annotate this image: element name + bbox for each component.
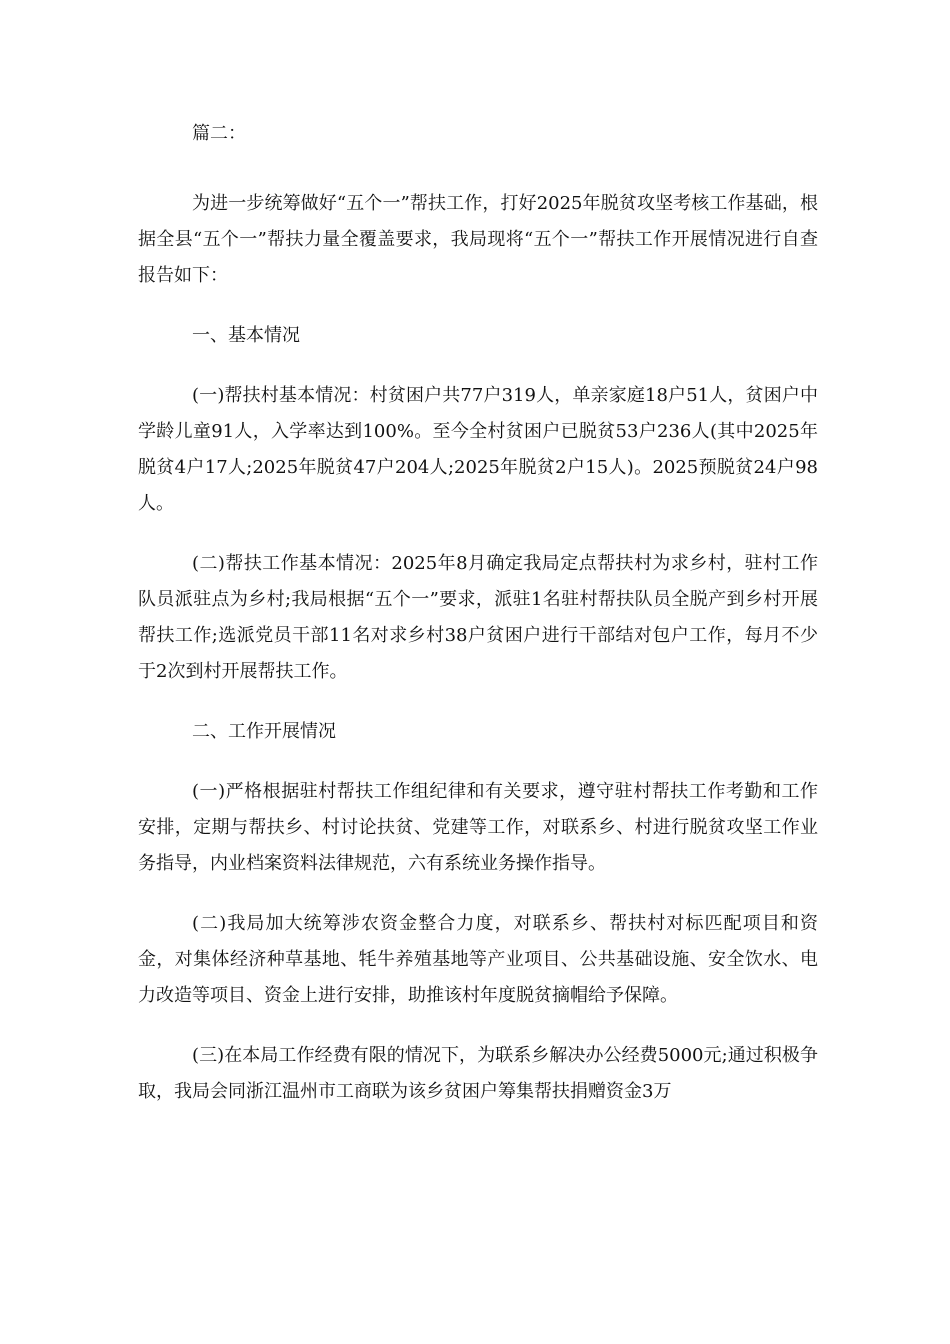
- paragraph-discipline: (一)严格根据驻村帮扶工作组纪律和有关要求，遵守驻村帮扶工作考勤和工作安排，定期与帮扶乡、村讨论扶贫、党建等工作，对联系乡、村进行脱贫攻坚工作业务指导，内业档案资料法律规范，六有系统业务操作指导。: [138, 781, 818, 874]
- paragraph-funding: (二)我局加大统筹涉农资金整合力度，对联系乡、帮扶村对标匹配项目和资金，对集体经济种草基地、牦牛养殖基地等产业项目、公共基础设施、安全饮水、电力改造等项目、资金上进行安排，助推该村年度脱贫摘帽给予保障。: [138, 913, 818, 1006]
- section-label: 篇二：: [192, 123, 246, 144]
- section-heading-basic: 一、基本情况: [192, 325, 300, 346]
- document-body: [138, 116, 818, 1134]
- paragraph-village-info: (一)帮扶村基本情况：村贫困户共77户319人，单亲家庭18户51人，贫困户中学龄儿童91人，入学率达到100%。至今全村贫困户已脱贫53户236人(其中2025年脱贫4户17人;2025年脱贫47户204人;2025年脱贫2户15人)。2025预脱贫24户98人。: [138, 385, 818, 514]
- section-heading-work: 二、工作开展情况: [192, 721, 336, 742]
- paragraph-expenses: (三)在本局工作经费有限的情况下，为联系乡解决办公经费5000元;通过积极争取，我局会同浙江温州市工商联为该乡贫困户筹集帮扶捐赠资金3万: [138, 1045, 818, 1102]
- intro-paragraph: 为进一步统筹做好“五个一”帮扶工作，打好2025年脱贫攻坚考核工作基础，根据全县“五个一”帮扶力量全覆盖要求，我局现将“五个一”帮扶工作开展情况进行自查报告如下：: [138, 193, 818, 286]
- paragraph-work-info: (二)帮扶工作基本情况：2025年8月确定我局定点帮扶村为求乡村，驻村工作队员派驻点为乡村;我局根据“五个一”要求，派驻1名驻村帮扶队员全脱产到乡村开展帮扶工作;选派党员干部11名对求乡村38户贫困户进行干部结对包户工作，每月不少于2次到村开展帮扶工作。: [138, 553, 818, 682]
